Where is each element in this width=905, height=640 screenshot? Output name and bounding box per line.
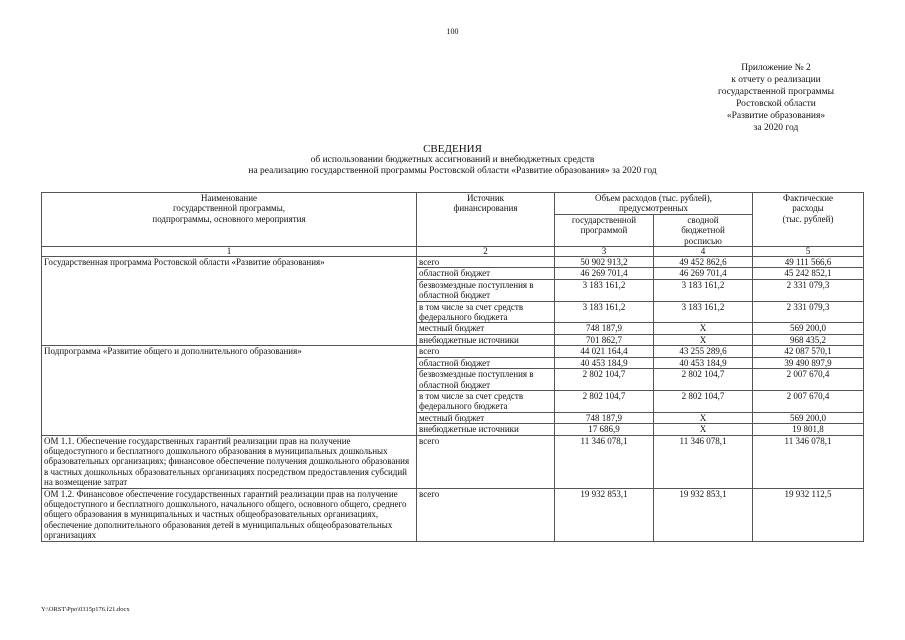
fact-value-cell: 968 435,2 [753, 334, 864, 345]
gp-value-cell: 2 802 104,7 [555, 369, 654, 391]
gp-value-cell: 19 932 853,1 [555, 488, 654, 541]
header-line: Источник [466, 193, 505, 203]
fact-value-cell: 11 346 078,1 [753, 435, 864, 488]
svod-value-cell: 43 255 289,6 [654, 346, 753, 357]
page-number: 100 [446, 27, 459, 36]
header-svod [654, 214, 753, 246]
report-table [41, 192, 864, 542]
fact-value-cell: 49 111 566,6 [753, 257, 864, 268]
appendix-line: за 2020 год [753, 123, 799, 133]
gp-value-cell: 2 802 104,7 [555, 390, 654, 412]
appendix-line: «Развитие образования» [726, 111, 826, 121]
column-number: 2 [417, 247, 555, 257]
gp-value-cell: 3 183 161,2 [555, 301, 654, 323]
svod-value-cell: 11 346 078,1 [654, 435, 753, 488]
svod-value-cell: 2 802 104,7 [654, 390, 753, 412]
fact-value-cell: 2 007 670,4 [753, 369, 864, 391]
svod-value-cell: 19 932 853,1 [654, 488, 753, 541]
gp-value-cell: 46 269 701,4 [555, 268, 654, 279]
header-volume [555, 193, 753, 215]
table-header [42, 193, 864, 257]
gp-value-cell: 50 902 913,2 [555, 257, 654, 268]
header-line: государственной программы, [172, 203, 286, 214]
svod-value-cell: 2 802 104,7 [654, 369, 753, 391]
fact-value-cell: 19 932 112,5 [753, 488, 864, 541]
fact-value-cell: 45 242 852,1 [753, 268, 864, 279]
document-subtitle: на реализацию государственной программы Ростовской области «Развитие образования» за 2020 год [248, 166, 657, 176]
gp-value-cell: 44 021 164,4 [555, 346, 654, 357]
svod-value-cell: Х [654, 323, 753, 334]
column-number: 4 [654, 247, 753, 257]
fact-value-cell: 569 200,0 [753, 412, 864, 423]
gp-value-cell: 40 453 184,9 [555, 357, 654, 368]
column-numbers-row [42, 247, 864, 257]
appendix-line: к отчету о реализации [731, 75, 821, 85]
svod-value-cell: Х [654, 334, 753, 345]
table-row [42, 435, 864, 488]
svod-value-cell: 3 183 161,2 [654, 301, 753, 323]
gp-value-cell: 748 187,9 [555, 412, 654, 423]
gp-value-cell: 17 686,9 [555, 424, 654, 435]
header-fact [753, 193, 864, 247]
source-cell: внебюджетные источники [417, 334, 555, 345]
gp-value-cell: 748 187,9 [555, 323, 654, 334]
source-cell: местный бюджет [417, 323, 555, 334]
header-line: финансирования [453, 203, 518, 214]
gp-value-cell: 3 183 161,2 [555, 279, 654, 301]
svod-value-cell: 3 183 161,2 [654, 279, 753, 301]
source-cell: областной бюджет [417, 357, 555, 368]
header-line: подпрограммы, основного мероприятия [152, 213, 306, 224]
source-cell: всего [417, 257, 555, 268]
header-line: программой [580, 225, 628, 236]
source-cell: всего [417, 488, 555, 541]
title-block [0, 143, 905, 177]
svod-value-cell: 40 453 184,9 [654, 357, 753, 368]
header-line: Наименование [200, 193, 258, 203]
row-name-cell: ОМ 1.2. Финансовое обеспечение государственных гарантий реализации прав на получение общедоступного и бесплатного дошкольного, начального общего, основного общего, среднего общего образования в муниципальных и частных общеобразовательных организациях, обеспечение дополнительного образования детей в муниципальных общеобразовательных организациях [42, 488, 417, 541]
table-row [42, 488, 864, 541]
header-line: расходы [792, 203, 824, 214]
fact-value-cell: 2 331 079,3 [753, 301, 864, 323]
table-row [42, 257, 864, 268]
svod-value-cell: Х [654, 412, 753, 423]
header-line: (тыс. рублей) [782, 213, 834, 224]
header-name [42, 193, 417, 247]
svod-value-cell: 46 269 701,4 [654, 268, 753, 279]
fact-value-cell: 42 087 570,1 [753, 346, 864, 357]
fact-value-cell: 2 331 079,3 [753, 279, 864, 301]
fact-value-cell: 39 490 897,9 [753, 357, 864, 368]
source-cell: в том числе за счет средств федерального бюджета [417, 301, 555, 323]
svod-value-cell: Х [654, 424, 753, 435]
svod-value-cell: 49 452 862,6 [654, 257, 753, 268]
file-path-footer: Y:\ORST\Ppo\0315p176.f21.docx [41, 606, 130, 613]
document-title: СВЕДЕНИЯ [423, 143, 482, 155]
gp-value-cell: 701 862,7 [555, 334, 654, 345]
source-cell: всего [417, 435, 555, 488]
gp-value-cell: 11 346 078,1 [555, 435, 654, 488]
header-line: Фактические [782, 193, 834, 203]
header-gp [555, 214, 654, 246]
source-cell: областной бюджет [417, 268, 555, 279]
document-subtitle: об использовании бюджетных ассигнований и внебюджетных средств [310, 155, 595, 165]
row-name-cell: Подпрограмма «Развитие общего и дополнительного образования» [42, 346, 417, 435]
appendix-line: государственной программы [718, 87, 834, 97]
column-number: 1 [42, 247, 417, 257]
fact-value-cell: 19 801,8 [753, 424, 864, 435]
row-name-cell: ОМ 1.1. Обеспечение государственных гарантий реализации прав на получение общедоступного и бесплатного дошкольного образования в муниципальных дошкольных образовательных организациях; финансовое обеспечение получения дошкольного образования в частных дошкольных образовательных организациях посредством предоставления субсидий на возмещение затрат [42, 435, 417, 488]
fact-value-cell: 2 007 670,4 [753, 390, 864, 412]
table-row [42, 346, 864, 357]
source-cell: безвозмездные поступления в областной бюджет [417, 369, 555, 391]
row-name-cell: Государственная программа Ростовской области «Развитие образования» [42, 257, 417, 346]
column-number: 5 [753, 247, 864, 257]
column-number: 3 [555, 247, 654, 257]
header-line: бюджетной [681, 225, 725, 236]
source-cell: безвозмездные поступления в областной бюджет [417, 279, 555, 301]
source-cell: местный бюджет [417, 412, 555, 423]
source-cell: внебюджетные источники [417, 424, 555, 435]
appendix-line: Ростовской области [736, 99, 816, 109]
source-cell: всего [417, 346, 555, 357]
appendix-block [690, 62, 862, 134]
header-line: росписью [684, 235, 722, 246]
fact-value-cell: 569 200,0 [753, 323, 864, 334]
table-body [42, 257, 864, 542]
source-cell: в том числе за счет средств федерального бюджета [417, 390, 555, 412]
header-line: государственной [571, 214, 637, 225]
appendix-line: Приложение № 2 [741, 63, 811, 73]
header-line: Объем расходов (тыс. рублей), [595, 193, 712, 203]
header-source [417, 193, 555, 247]
header-line: предусмотренных [618, 203, 689, 214]
header-line: сводной [687, 214, 719, 225]
